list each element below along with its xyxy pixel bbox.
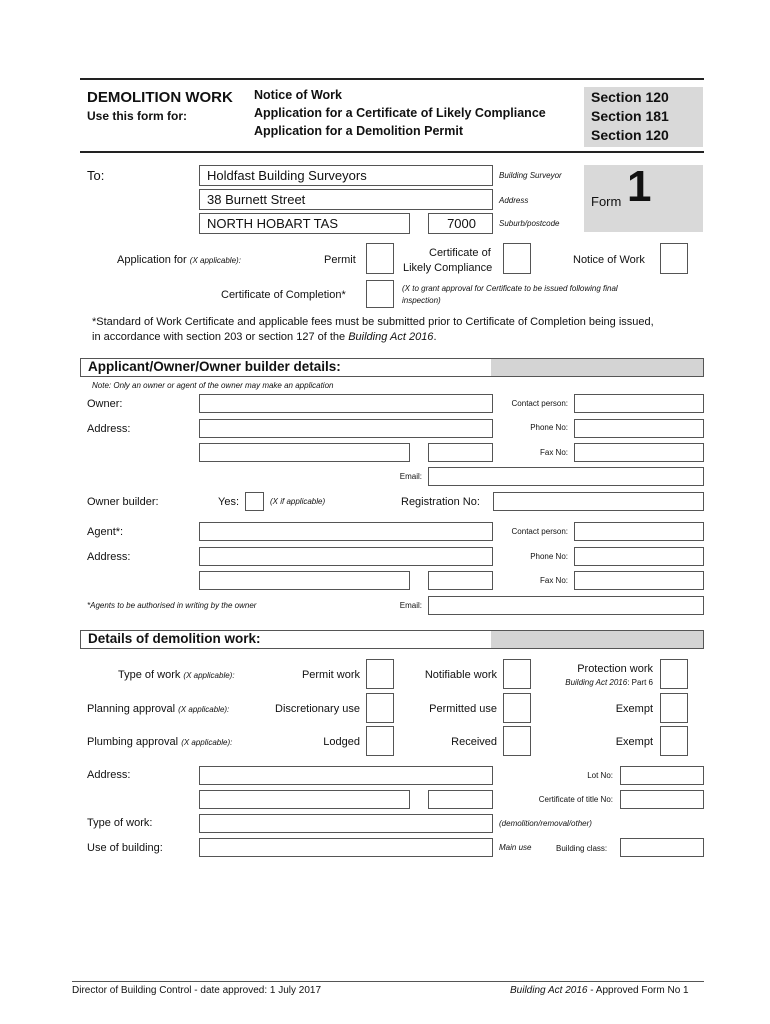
header-bottom-rule bbox=[80, 151, 704, 153]
suburb-field[interactable]: NORTH HOBART TAS bbox=[199, 213, 410, 234]
owner-builder-checkbox[interactable] bbox=[245, 492, 264, 511]
owner-email-input[interactable] bbox=[428, 467, 704, 486]
purpose-likely: Application for a Certificate of Likely Compliance bbox=[254, 106, 546, 120]
owner-builder-note: (X if applicable) bbox=[270, 497, 326, 506]
purpose-permit: Application for a Demolition Permit bbox=[254, 124, 464, 138]
demolition-heading: Details of demolition work: bbox=[88, 631, 261, 646]
standard-end: . bbox=[433, 331, 437, 343]
agent-address-label: Address: bbox=[87, 551, 131, 563]
site-address-label: Address: bbox=[87, 769, 131, 781]
permit-label: Permit bbox=[324, 254, 356, 266]
to-label: To: bbox=[87, 168, 105, 183]
permit-work-label: Permit work bbox=[301, 669, 360, 681]
footer-right bbox=[510, 985, 689, 996]
main-use-label: Main use bbox=[499, 843, 532, 852]
planning-note: (X applicable): bbox=[178, 705, 230, 714]
discretionary-label: Discretionary use bbox=[275, 703, 360, 715]
section-1: Section 120 bbox=[591, 89, 669, 105]
form-number: 1 bbox=[627, 162, 652, 211]
likely-checkbox[interactable] bbox=[503, 243, 531, 274]
section-2: Section 181 bbox=[591, 108, 669, 124]
agent-address-input-1[interactable] bbox=[199, 547, 493, 566]
demolition-heading-shade bbox=[491, 631, 703, 648]
protection-act-label bbox=[513, 678, 653, 687]
owner-phone-label: Phone No: bbox=[530, 423, 568, 432]
notifiable-work-label: Notifiable work bbox=[424, 669, 497, 681]
owner-builder-yes: Yes: bbox=[218, 496, 240, 508]
title-label: Certificate of title No: bbox=[538, 795, 613, 804]
likely-label-1: Certificate of bbox=[429, 247, 491, 259]
application-label-text: Application for bbox=[117, 254, 187, 266]
applicant-heading-shade bbox=[491, 359, 703, 376]
standard-act: Building Act 2016 bbox=[348, 331, 434, 343]
use-of-building-label: Use of building: bbox=[87, 842, 163, 854]
type-hint: (demolition/removal/other) bbox=[499, 819, 592, 828]
agent-authorised-note: *Agents to be authorised in writing by the owner bbox=[87, 601, 257, 610]
standard-note-2 bbox=[92, 331, 437, 343]
type-of-work-field-label: Type of work: bbox=[87, 817, 153, 829]
address-field[interactable]: 38 Burnett Street bbox=[199, 189, 493, 210]
owner-address-input-1[interactable] bbox=[199, 419, 493, 438]
registration-label: Registration No: bbox=[401, 496, 480, 508]
agent-phone-label: Phone No: bbox=[530, 552, 568, 561]
purpose-notice: Notice of Work bbox=[254, 88, 342, 102]
completion-checkbox[interactable] bbox=[366, 280, 394, 308]
lot-input[interactable] bbox=[620, 766, 704, 785]
plumbing-exempt-label: Exempt bbox=[615, 736, 653, 748]
type-of-work-note: (X applicable): bbox=[183, 671, 235, 680]
title-input[interactable] bbox=[620, 790, 704, 809]
address-caption: Address bbox=[499, 196, 529, 205]
footer-rule bbox=[72, 981, 704, 982]
plumbing-text: Plumbing approval bbox=[87, 736, 179, 748]
planning-text: Planning approval bbox=[87, 703, 176, 715]
owner-contact-label: Contact person: bbox=[511, 399, 568, 408]
form-word: Form bbox=[591, 194, 622, 209]
plumbing-label bbox=[87, 736, 232, 748]
registration-input[interactable] bbox=[493, 492, 704, 511]
standard-note-2-text: in accordance with section 203 or section 127 of the bbox=[92, 331, 346, 343]
site-address-input-2[interactable] bbox=[199, 790, 410, 809]
type-of-work-label bbox=[118, 669, 235, 681]
application-note: (X applicable): bbox=[189, 256, 241, 265]
notice-label: Notice of Work bbox=[573, 254, 645, 266]
protection-work-label: Protection work bbox=[577, 663, 653, 675]
agent-label: Agent*: bbox=[87, 526, 124, 538]
footer-right-rest: - Approved Form No 1 bbox=[587, 985, 689, 996]
owner-label: Owner: bbox=[87, 398, 123, 410]
plumbing-exempt-checkbox[interactable] bbox=[660, 726, 688, 756]
surveyor-field[interactable]: Holdfast Building Surveyors bbox=[199, 165, 493, 186]
agent-phone-input[interactable] bbox=[574, 547, 704, 566]
received-checkbox[interactable] bbox=[503, 726, 531, 756]
applicant-note: Note: Only an owner or agent of the owner may make an application bbox=[92, 381, 334, 390]
permit-checkbox[interactable] bbox=[366, 243, 394, 274]
surveyor-caption: Building Surveyor bbox=[499, 171, 562, 180]
building-class-input[interactable] bbox=[620, 838, 704, 857]
protection-act: Building Act 2016 bbox=[565, 678, 628, 687]
owner-contact-input[interactable] bbox=[574, 394, 704, 413]
agent-email-label: Email: bbox=[399, 601, 422, 610]
owner-builder-label: Owner builder: bbox=[87, 496, 159, 508]
use-for-label: Use this form for: bbox=[87, 109, 188, 123]
owner-fax-label: Fax No: bbox=[539, 448, 568, 457]
site-address-input-1[interactable] bbox=[199, 766, 493, 785]
completion-note-1: (X to grant approval for Certificate to be issued following final bbox=[402, 284, 618, 293]
application-label bbox=[117, 254, 241, 266]
applicant-heading: Applicant/Owner/Owner builder details: bbox=[88, 359, 341, 374]
suburb-caption: Suburb/postcode bbox=[499, 219, 560, 228]
completion-note-2: inspection) bbox=[402, 296, 441, 305]
lodged-label: Lodged bbox=[323, 736, 360, 748]
notice-checkbox[interactable] bbox=[660, 243, 688, 274]
footer-left: Director of Building Control - date approved: 1 July 2017 bbox=[72, 985, 322, 996]
use-of-building-input[interactable] bbox=[199, 838, 493, 857]
owner-address-input-2[interactable] bbox=[199, 443, 410, 462]
likely-label-2: Likely Compliance bbox=[403, 262, 493, 274]
plumbing-note: (X applicable): bbox=[181, 738, 233, 747]
owner-phone-input[interactable] bbox=[574, 419, 704, 438]
owner-address-label: Address: bbox=[87, 423, 131, 435]
agent-contact-label: Contact person: bbox=[511, 527, 568, 536]
owner-input[interactable] bbox=[199, 394, 493, 413]
received-label: Received bbox=[451, 736, 497, 748]
section-3: Section 120 bbox=[591, 127, 669, 143]
standard-note-1: *Standard of Work Certificate and applicable fees must be submitted prior to Certificate of Completion being issued, bbox=[92, 316, 654, 328]
permitted-label: Permitted use bbox=[429, 703, 497, 715]
agent-contact-input[interactable] bbox=[574, 522, 704, 541]
planning-label bbox=[87, 703, 229, 715]
owner-fax-input[interactable] bbox=[574, 443, 704, 462]
building-class-label: Building class: bbox=[556, 844, 608, 853]
form-title: DEMOLITION WORK bbox=[87, 89, 233, 106]
planning-exempt-checkbox[interactable] bbox=[660, 693, 688, 723]
postcode-field[interactable]: 7000 bbox=[428, 213, 493, 234]
type-of-work-text: Type of work bbox=[118, 669, 181, 681]
permitted-checkbox[interactable] bbox=[503, 693, 531, 723]
type-of-work-input[interactable] bbox=[199, 814, 493, 833]
footer-right-act: Building Act 2016 bbox=[510, 985, 588, 996]
agent-email-input[interactable] bbox=[428, 596, 704, 615]
applicant-heading-bar bbox=[80, 358, 704, 377]
owner-email-label: Email: bbox=[399, 472, 422, 481]
lot-label: Lot No: bbox=[587, 771, 613, 780]
demolition-heading-bar bbox=[80, 630, 704, 649]
top-rule bbox=[80, 78, 704, 80]
agent-input[interactable] bbox=[199, 522, 493, 541]
agent-fax-label: Fax No: bbox=[539, 576, 568, 585]
agent-fax-input[interactable] bbox=[574, 571, 704, 590]
protection-work-checkbox[interactable] bbox=[660, 659, 688, 689]
agent-address-input-2[interactable] bbox=[199, 571, 410, 590]
planning-exempt-label: Exempt bbox=[615, 703, 653, 715]
protection-part: : Part 6 bbox=[627, 678, 653, 687]
completion-label: Certificate of Completion* bbox=[221, 289, 346, 301]
